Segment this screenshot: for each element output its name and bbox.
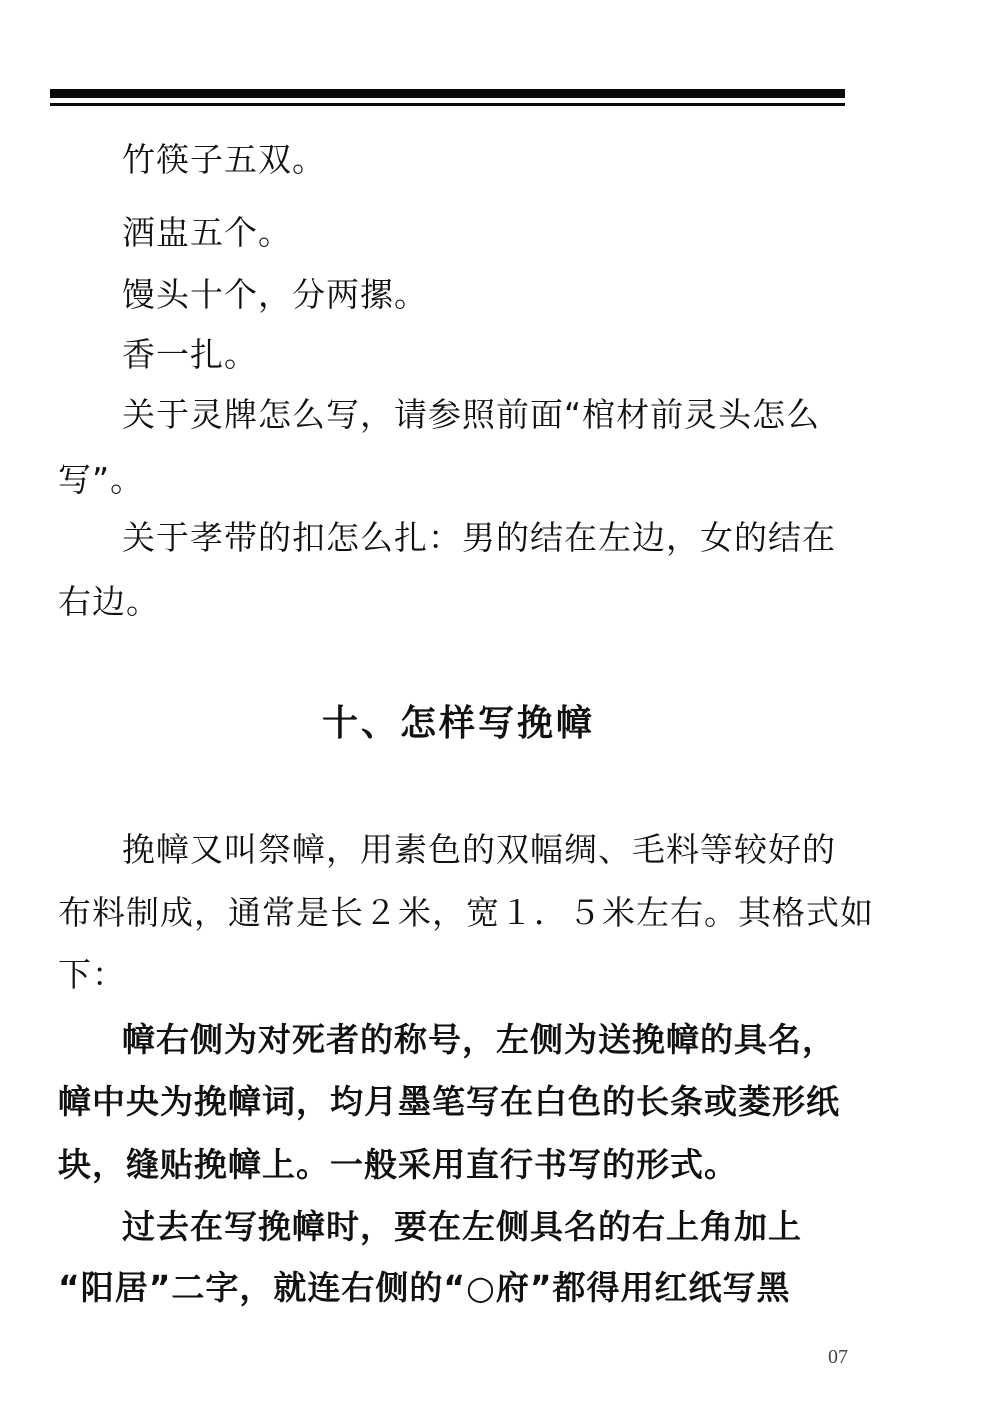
- text-line: 馒头十个，分两摞。: [122, 275, 428, 314]
- text-line: 挽幛又叫祭幛，用素色的双幅绸、毛料等较好的: [122, 830, 836, 869]
- text-line: 幛中央为挽幛词，均月墨笔写在白色的长条或菱形纸: [58, 1082, 840, 1121]
- header-rule-thin: [50, 103, 845, 106]
- text-line: 酒盅五个。: [122, 213, 292, 252]
- text-line: 幛右侧为对死者的称号，左侧为送挽幛的具名，: [122, 1020, 836, 1059]
- text-line: 块，缝贴挽幛上。一般采用直行书写的形式。: [58, 1145, 738, 1184]
- text-line: 布料制成，通常是长２米，宽１．５米左右。其格式如: [58, 893, 874, 932]
- text-line: 下：: [58, 955, 126, 994]
- text-line: 右边。: [58, 582, 160, 621]
- text-line: 香一扎。: [122, 335, 258, 374]
- text-line: 关于灵牌怎么写，请参照前面“棺材前灵头怎么: [122, 395, 821, 434]
- text-line: 关于孝带的扣怎么扎：男的结在左边，女的结在: [122, 518, 836, 557]
- header-rule-thick: [50, 89, 845, 98]
- section-heading: 十、怎样写挽幛: [322, 703, 596, 744]
- text-line: 过去在写挽幛时，要在左侧具名的右上角加上: [122, 1207, 802, 1246]
- text-line: 竹筷子五双。: [122, 140, 326, 179]
- text-line: 写”。: [58, 460, 145, 499]
- text-line: “阳居”二字，就连右侧的“○府”都得用红纸写黑: [58, 1268, 791, 1307]
- page-number: 07: [828, 1346, 848, 1368]
